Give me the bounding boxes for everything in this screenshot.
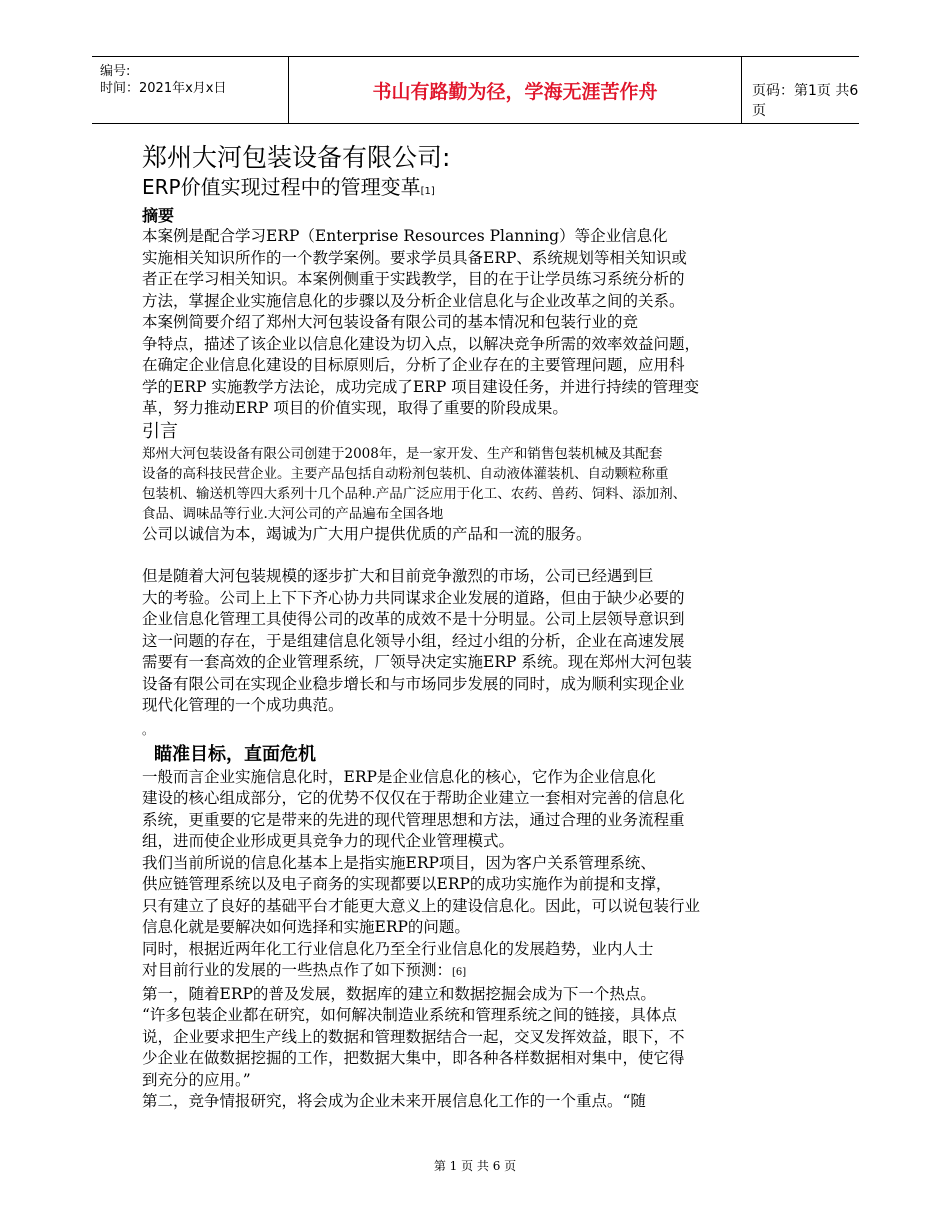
doc-subtitle [142,174,822,205]
abstract-line: 学的ERP 实施教学方法论，成功完成了ERP 项目建设任务，并进行持续的管理变 [142,377,700,396]
challenge-line: 大的考验。公司上上下下齐心协力共同谋求企业发展的道路，但由于缺少必要的 [142,588,685,607]
target-section-body [142,767,822,1113]
challenge-line: 企业信息化管理工具使得公司的改革的成效不是十分明显。公司上层领导意识到 [142,610,685,628]
abstract-line: 方法，掌握企业实施信息化的步骤以及分析企业信息化与企业改革之间的关系。 [142,291,685,310]
target-line: 供应链管理系统以及电子商务的实现都要以ERP的成功实施作为前提和支撑， [142,875,672,893]
challenge-line: 但是随着大河包装规模的逐步扩大和目前竞争激烈的市场，公司已经遇到巨 [142,567,654,585]
abstract-line: 本案例简要介绍了郑州大河包装设备有限公司的基本情况和包装行业的竞 [142,313,639,331]
challenge-line: 设备有限公司在实现企业稳步增长和与市场同步发展的同时，成为顺利实现企业 [142,674,685,693]
stray-period: 。 [142,722,155,737]
target-line: 第一，随着ERP的普及发展，数据库的建立和数据挖掘会成为下一个热点。 [142,984,656,1003]
header-page-info: 页码：第1页 共6页 [752,83,859,119]
abstract-line: 在确定企业信息化建设的目标原则后，分析了企业存在的主要管理问题，应用科 [142,356,685,374]
motto-text: 书山有路勤为径，学海无涯苦作舟 [372,80,658,103]
target-line: 第二，竞争情报研究，将会成为企业未来开展信息化工作的一个重点。“随 [142,1092,646,1110]
target-line: 我们当前所说的信息化基本上是指实施ERP项目，因为客户关系管理系统、 [142,853,656,872]
target-line: “许多包装企业都在研究，如何解决制造业系统和管理系统之间的链接，具体点 [142,1006,677,1024]
abstract-line: 争特点，描述了该企业以信息化建设为切入点，以解决竞争所需的效率效益问题， [142,334,701,353]
target-line: 一般而言企业实施信息化时，ERP是企业信息化的核心，它作为企业信息化 [142,767,656,786]
intro-line: 包装机、输送机等四大系列十几个品种.产品广泛应用于化工、农药、兽药、饲料、添加剂、 [142,485,687,502]
target-line: 到充分的应用。” [142,1070,251,1089]
target-line: 只有建立了良好的基础平台才能更大意义上的建设信息化。因此，可以说包装行业 [142,896,701,915]
target-line: 少企业在做数据挖掘的工作，把数据大集中，即各种各样数据相对集中，使它得 [142,1049,685,1067]
intro-line: 公司以诚信为本，竭诚为广大用户提供优质的产品和一流的服务。 [142,524,592,543]
target-line: 建设的核心组成部分，它的优势不仅仅在于帮助企业建立一套相对完善的信息化 [142,789,685,807]
intro-heading: 引言 [142,420,178,442]
doc-number-label: 编号: [100,64,131,79]
target-line: 信息化就是要解决如何选择和实施ERP的问题。 [142,918,470,936]
challenge-line: 现代化管理的一个成功典范。 [142,696,344,714]
doc-time-label: 时间：2021年x月x日 [100,81,227,96]
abstract-paragraph [142,226,822,420]
abstract-heading: 摘要 [142,206,175,225]
intro-paragraph [142,444,822,546]
target-line: 说，企业要求把生产线上的数据和管理数据结合一起，交叉发挥效益，眼下，不 [142,1027,685,1046]
challenge-paragraph [142,566,822,717]
header-meta [100,63,288,97]
doc-title: 郑州大河包装设备有限公司: [142,143,451,172]
abstract-line: 本案例是配合学习ERP（Enterprise Resources Planning）等企业信息化 [142,227,668,245]
target-line: 系统，更重要的它是带来的先进的现代管理思想和方法，通过合理的业务流程重 [142,810,685,829]
target-line-text: 对目前行业的发展的一些热点作了如下预测： [142,961,453,979]
target-line: 组，进而使企业形成更具竞争力的现代企业管理模式。 [142,832,515,850]
document-body [142,142,822,1113]
page-footer: 第 1 页 共 6 页 [433,1159,517,1173]
challenge-line: 需要有一套高效的企业管理系统，厂领导决定实施ERP 系统。现在郑州大河包装 [142,653,692,671]
paragraph-gap [142,545,822,566]
intro-line: 设备的高科技民营企业。主要产品包括自动粉剂包装机、自动液体灌装机、自动颗粒称重 [142,465,669,482]
target-line: 同时，根据近两年化工行业信息化乃至全行业信息化的发展趋势，业内人士 [142,939,654,958]
doc-subtitle-text: ERP价值实现过程中的管理变革 [142,175,421,199]
abstract-line: 者正在学习相关知识。本案例侧重于实践教学，目的在于让学员练习系统分析的 [142,270,685,288]
abstract-line: 实施相关知识所作的一个教学案例。要求学员具备ERP、系统规划等相关知识或 [142,248,687,267]
subtitle-citation: [1] [420,186,435,197]
header-motto [288,57,742,123]
page-header [92,56,859,124]
target-line [142,960,822,984]
target-citation: [6] [452,967,467,978]
section-heading-target: 瞄准目标，直面危机 [154,743,316,765]
abstract-line: 革，努力推动ERP 项目的价值实现，取得了重要的阶段成果。 [142,399,568,417]
challenge-line: 这一问题的存在，于是组建信息化领导小组，经过小组的分析，企业在高速发展 [142,631,685,650]
intro-line: 郑州大河包装设备有限公司创建于2008年，是一家开发、生产和销售包装机械及其配套 [142,445,663,462]
intro-line: 食品、调味品等行业.大河公司的产品遍布全国各地 [142,505,444,522]
